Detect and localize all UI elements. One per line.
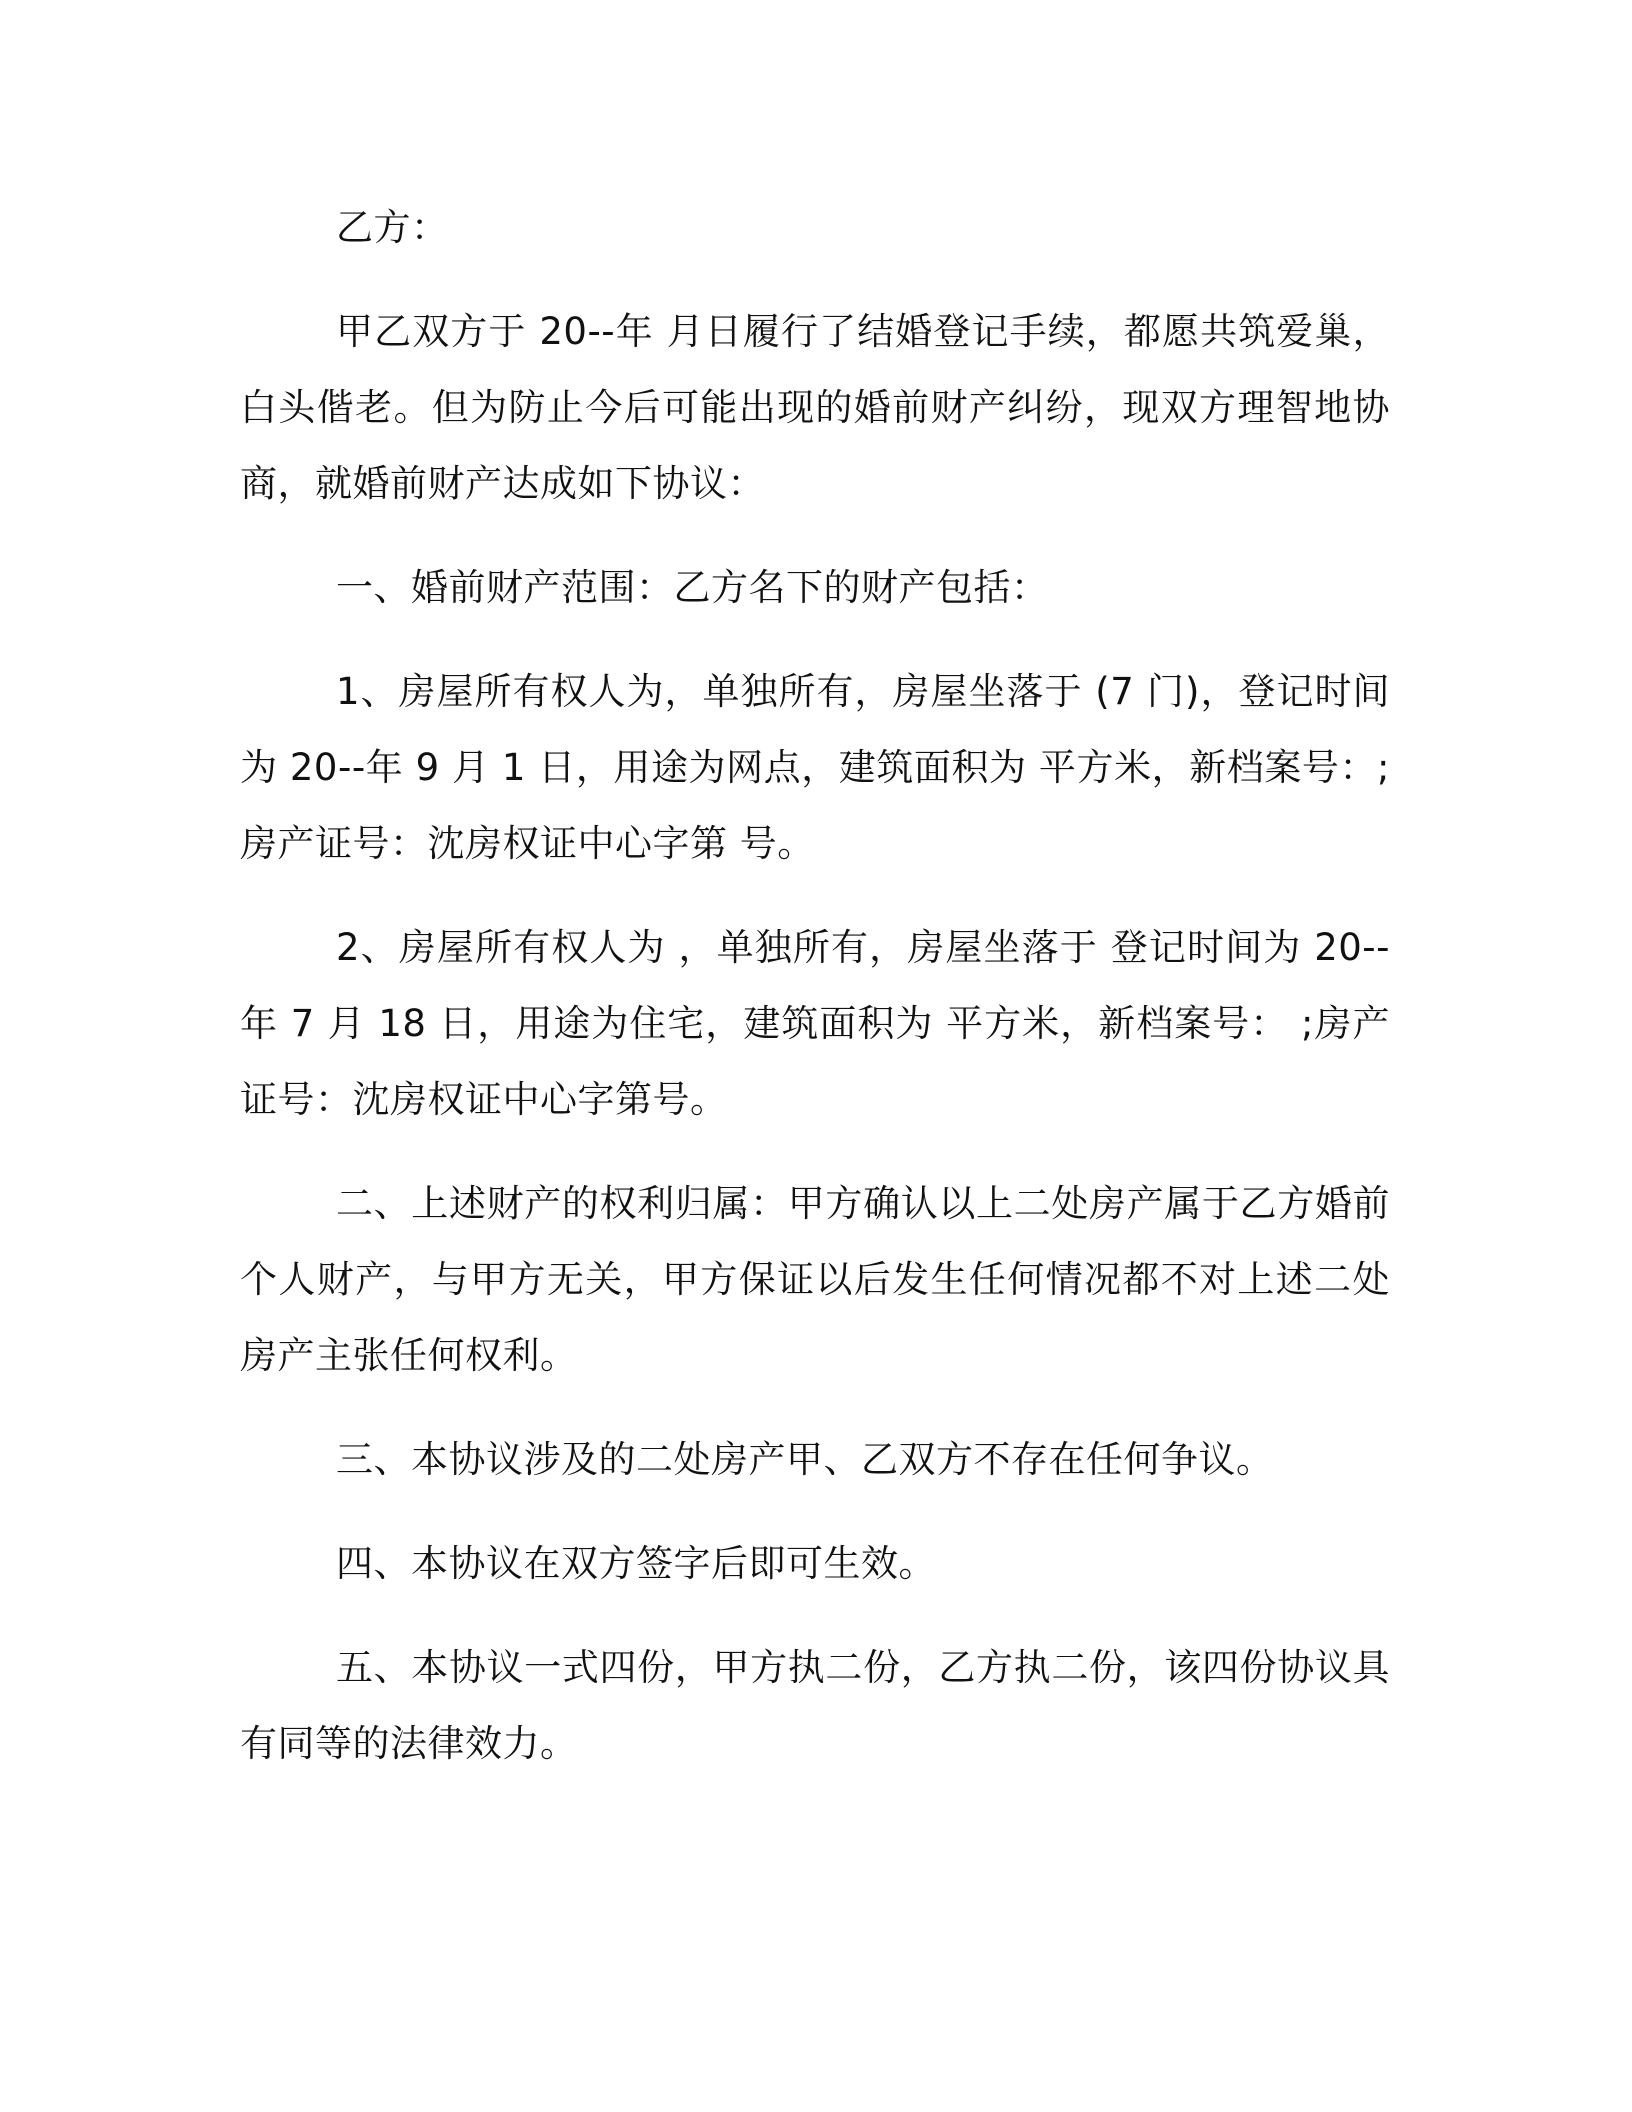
clause-3-no-dispute: 三、本协议涉及的二处房产甲、乙双方不存在任何争议。: [336, 1438, 1274, 1481]
clause-5-copies: 五、本协议一式四份，甲方执二份，乙方执二份，该四份协议具有同等的法律效力。: [240, 1646, 1390, 1765]
document-body: [240, 190, 1390, 1810]
clause-4-effective: 四、本协议在双方签字后即可生效。: [336, 1542, 936, 1585]
party-b-line: 乙方：: [336, 206, 449, 249]
clause-1-heading: 一、婚前财产范围：乙方名下的财产包括：: [336, 566, 1049, 609]
property-item-1: 1、房屋所有权人为，单独所有，房屋坐落于 (7 门)，登记时间为 20--年 9 月 1 日，用途为网点，建筑面积为 平方米，新档案号：;房产证号：沈房权证中心字第 号。: [240, 670, 1390, 865]
preamble-paragraph: 甲乙双方于 20--年 月日履行了结婚登记手续，都愿共筑爱巢，白头偕老。但为防止今后可能出现的婚前财产纠纷，现双方理智地协商，就婚前财产达成如下协议：: [240, 310, 1390, 505]
clause-2-ownership: 二、上述财产的权利归属：甲方确认以上二处房产属于乙方婚前个人财产，与甲方无关，甲方保证以后发生任何情况都不对上述二处房产主张任何权利。: [240, 1182, 1390, 1377]
property-item-2: 2、房屋所有权人为 ，单独所有，房屋坐落于 登记时间为 20--年 7 月 18 日，用途为住宅，建筑面积为 平方米，新档案号： ;房产证号：沈房权证中心字第号。: [240, 926, 1390, 1121]
